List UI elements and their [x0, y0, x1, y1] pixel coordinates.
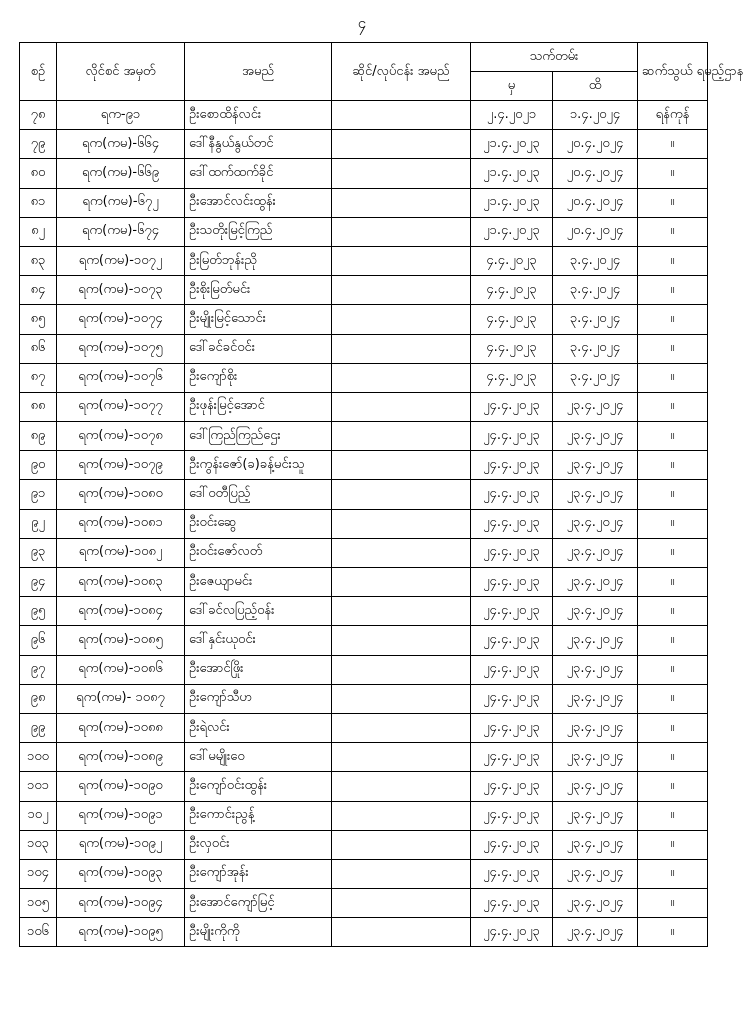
cell-number: ၈၉ — [20, 422, 57, 451]
cell-valid-to: ၂၃.၄.၂၀၂၄ — [553, 713, 638, 742]
cell-shop-name — [332, 334, 471, 363]
cell-license-no: ရက(ကမ)-၁၀၉၄ — [57, 889, 185, 918]
cell-valid-from: ၂၄.၄.၂၀၂၃ — [471, 626, 553, 655]
header-contact: ဆက်သွယ် ရမည့်ဌာန — [638, 43, 708, 101]
cell-shop-name — [332, 713, 471, 742]
cell-number: ၉၂ — [20, 509, 57, 538]
cell-name: ဦးအောင်ကျော်မြင့် — [185, 889, 332, 918]
cell-valid-to: ၂၃.၄.၂၀၂၄ — [553, 772, 638, 801]
cell-number: ၈၈ — [20, 392, 57, 421]
cell-valid-from: ၄.၄.၂၀၂၃ — [471, 246, 553, 275]
cell-name: ဒေါ်မမျိုးဝေ — [185, 743, 332, 772]
cell-contact-dept: ။ — [638, 626, 708, 655]
cell-shop-name — [332, 772, 471, 801]
cell-contact-dept: ။ — [638, 480, 708, 509]
cell-name: ဦးမြတ်ဘုန်းညို — [185, 246, 332, 275]
table-row — [20, 743, 708, 772]
cell-contact-dept: ရန်ကုန် — [638, 101, 708, 130]
cell-shop-name — [332, 246, 471, 275]
cell-license-no: ရက(ကမ)-၁၀၈၅ — [57, 626, 185, 655]
header-row-top — [20, 43, 708, 72]
cell-valid-from: ၂၄.၄.၂၀၂၃ — [471, 597, 553, 626]
cell-number: ၈၅ — [20, 305, 57, 334]
cell-number: ၉၆ — [20, 626, 57, 655]
cell-shop-name — [332, 130, 471, 159]
cell-license-no: ရက(ကမ)-၁၀၇၄ — [57, 305, 185, 334]
cell-valid-to: ၂၀.၄.၂၀၂၄ — [553, 217, 638, 246]
cell-name: ဦးမျိုးမြင့်သောင်း — [185, 305, 332, 334]
table-row — [20, 859, 708, 888]
cell-valid-to: ၂၀.၄.၂၀၂၄ — [553, 159, 638, 188]
cell-name: ဦးကျော်သီဟ — [185, 684, 332, 713]
cell-name: ဦးဇေယျာမင်း — [185, 568, 332, 597]
cell-contact-dept: ။ — [638, 713, 708, 742]
cell-shop-name — [332, 451, 471, 480]
cell-contact-dept: ။ — [638, 655, 708, 684]
cell-valid-from: ၂၄.၄.၂၀၂၃ — [471, 422, 553, 451]
table-row — [20, 188, 708, 217]
cell-name: ဒေါ်ခင်ခင်ဝင်း — [185, 334, 332, 363]
cell-name: ဦးကွန်းဇော်(ခ)ခန့်မင်းသူ — [185, 451, 332, 480]
cell-contact-dept: ။ — [638, 918, 708, 947]
cell-name: ဦးဝင်းဆွေ — [185, 509, 332, 538]
cell-shop-name — [332, 859, 471, 888]
cell-license-no: ရက(ကမ)-၁၀၇၉ — [57, 451, 185, 480]
cell-name: ဦးသတိုးမြင့်ကြည် — [185, 217, 332, 246]
cell-valid-to: ၃.၄.၂၀၂၄ — [553, 334, 638, 363]
cell-name: ဦးအောင်လင်းထွန်း — [185, 188, 332, 217]
cell-name: ဦးအောင်ဖြိုး — [185, 655, 332, 684]
cell-number: ၉၀ — [20, 451, 57, 480]
cell-license-no: ရက(ကမ)-၁၀၈၄ — [57, 597, 185, 626]
cell-shop-name — [332, 480, 471, 509]
cell-contact-dept: ။ — [638, 392, 708, 421]
table-row — [20, 276, 708, 305]
cell-license-no: ရက(ကမ)-၁၀၇၇ — [57, 392, 185, 421]
cell-name: ဦးလှဝင်း — [185, 830, 332, 859]
cell-valid-from: ၂၄.၄.၂၀၂၃ — [471, 859, 553, 888]
table-row — [20, 655, 708, 684]
cell-valid-from: ၂၁.၄.၂၀၂၃ — [471, 217, 553, 246]
cell-contact-dept: ။ — [638, 130, 708, 159]
table-row — [20, 509, 708, 538]
cell-valid-to: ၃.၄.၂၀၂၄ — [553, 305, 638, 334]
table-body — [20, 101, 708, 947]
table-row — [20, 538, 708, 567]
cell-valid-to: ၂၃.၄.၂၀၂၄ — [553, 509, 638, 538]
cell-number: ၈၃ — [20, 246, 57, 275]
cell-license-no: ရက(ကမ)-၁၀၇၅ — [57, 334, 185, 363]
table-row — [20, 713, 708, 742]
cell-shop-name — [332, 626, 471, 655]
cell-number: ၇၉ — [20, 130, 57, 159]
header-from: မှ — [471, 72, 553, 101]
cell-valid-from: ၂၄.၄.၂၀၂၃ — [471, 392, 553, 421]
cell-license-no: ရက(ကမ)-၁၀၈၃ — [57, 568, 185, 597]
header-no: စဉ် — [20, 43, 57, 101]
cell-license-no: ရက(ကမ)-၁၀၉၀ — [57, 772, 185, 801]
cell-license-no: ရက(ကမ)-၁၀၈၉ — [57, 743, 185, 772]
cell-valid-to: ၂၃.၄.၂၀၂၄ — [553, 392, 638, 421]
cell-valid-to: ၂၀.၄.၂၀၂၄ — [553, 188, 638, 217]
cell-license-no: ရက(ကမ)-၁၀၇၈ — [57, 422, 185, 451]
cell-valid-to: ၁.၄.၂၀၂၄ — [553, 101, 638, 130]
license-register-table — [19, 42, 743, 947]
table-row — [20, 159, 708, 188]
cell-name: ဦးစောထိန်လင်း — [185, 101, 332, 130]
cell-name: ဦးကောင်းညွန့် — [185, 801, 332, 830]
cell-number: ၈၂ — [20, 217, 57, 246]
cell-shop-name — [332, 392, 471, 421]
cell-number: ၉၉ — [20, 713, 57, 742]
cell-name: ဦးမျိုးကိုကို — [185, 918, 332, 947]
cell-name: ဒေါ်ဝတီပြည့် — [185, 480, 332, 509]
cell-valid-to: ၂၃.၄.၂၀၂၄ — [553, 568, 638, 597]
cell-valid-from: ၂၄.၄.၂၀၂၃ — [471, 568, 553, 597]
table-row — [20, 480, 708, 509]
table-row — [20, 597, 708, 626]
cell-shop-name — [332, 830, 471, 859]
cell-valid-from: ၄.၄.၂၀၂၃ — [471, 363, 553, 392]
cell-contact-dept: ။ — [638, 363, 708, 392]
cell-valid-to: ၂၃.၄.၂၀၂၄ — [553, 684, 638, 713]
cell-valid-from: ၂၄.၄.၂၀၂၃ — [471, 889, 553, 918]
cell-shop-name — [332, 597, 471, 626]
cell-number: ၉၅ — [20, 597, 57, 626]
cell-name: ဒေါ်နီနွယ်နွယ်တင် — [185, 130, 332, 159]
cell-contact-dept: ။ — [638, 772, 708, 801]
header-to: ထိ — [553, 72, 638, 101]
cell-valid-from: ၂၄.၄.၂၀၂၃ — [471, 655, 553, 684]
cell-shop-name — [332, 159, 471, 188]
cell-valid-to: ၂၃.၄.၂၀၂၄ — [553, 918, 638, 947]
cell-valid-from: ၂၄.၄.၂၀၂၃ — [471, 830, 553, 859]
cell-shop-name — [332, 801, 471, 830]
cell-valid-to: ၃.၄.၂၀၂၄ — [553, 246, 638, 275]
cell-number: ၁၀၅ — [20, 889, 57, 918]
table-row — [20, 801, 708, 830]
cell-number: ၉၁ — [20, 480, 57, 509]
cell-contact-dept: ။ — [638, 743, 708, 772]
cell-number: ၇၈ — [20, 101, 57, 130]
cell-shop-name — [332, 743, 471, 772]
cell-number: ၈၆ — [20, 334, 57, 363]
cell-license-no: ရက(ကမ)-၆၆၄ — [57, 130, 185, 159]
cell-contact-dept: ။ — [638, 597, 708, 626]
cell-valid-from: ၂၄.၄.၂၀၂၃ — [471, 713, 553, 742]
cell-shop-name — [332, 655, 471, 684]
cell-valid-from: ၂၁.၄.၂၀၂၃ — [471, 159, 553, 188]
cell-contact-dept: ။ — [638, 889, 708, 918]
cell-number: ၁၀၀ — [20, 743, 57, 772]
cell-license-no: ရက(ကမ)-၁၀၇၆ — [57, 363, 185, 392]
table-row — [20, 918, 708, 947]
cell-shop-name — [332, 276, 471, 305]
table-row — [20, 305, 708, 334]
cell-license-no: ရက(ကမ)-၁၀၉၅ — [57, 918, 185, 947]
cell-contact-dept: ။ — [638, 276, 708, 305]
cell-name: ဦးကျော်အုန်း — [185, 859, 332, 888]
cell-shop-name — [332, 568, 471, 597]
cell-valid-to: ၂၃.၄.၂၀၂၄ — [553, 889, 638, 918]
cell-license-no: ရက(ကမ)-၆၇၂ — [57, 188, 185, 217]
table-row — [20, 568, 708, 597]
cell-shop-name — [332, 305, 471, 334]
cell-license-no: ရက(ကမ)-၆၆၉ — [57, 159, 185, 188]
table-row — [20, 130, 708, 159]
cell-number: ၁၀၂ — [20, 801, 57, 830]
cell-valid-to: ၂၃.၄.၂၀၂၄ — [553, 626, 638, 655]
cell-contact-dept: ။ — [638, 159, 708, 188]
cell-license-no: ရက(ကမ)-၁၀၈၀ — [57, 480, 185, 509]
cell-name: ဦးကျော်စိုး — [185, 363, 332, 392]
header-name: အမည် — [185, 43, 332, 101]
table-row — [20, 626, 708, 655]
cell-valid-to: ၂၃.၄.၂၀၂၄ — [553, 480, 638, 509]
cell-shop-name — [332, 509, 471, 538]
cell-license-no: ရက(ကမ)-၁၀၈၂ — [57, 538, 185, 567]
cell-valid-to: ၂၀.၄.၂၀၂၄ — [553, 130, 638, 159]
cell-number: ၈၄ — [20, 276, 57, 305]
header-shop: ဆိုင်/လုပ်ငန်း အမည် — [332, 43, 471, 101]
cell-shop-name — [332, 188, 471, 217]
cell-contact-dept: ။ — [638, 246, 708, 275]
cell-name: ဒေါ်ခင်လပြည့်ဝန်း — [185, 597, 332, 626]
cell-shop-name — [332, 422, 471, 451]
cell-shop-name — [332, 918, 471, 947]
cell-contact-dept: ။ — [638, 217, 708, 246]
cell-valid-from: ၂၁.၄.၂၀၂၃ — [471, 188, 553, 217]
cell-name: ဦးကျော်ဝင်းထွန်း — [185, 772, 332, 801]
cell-contact-dept: ။ — [638, 451, 708, 480]
cell-number: ၉၇ — [20, 655, 57, 684]
cell-contact-dept: ။ — [638, 334, 708, 363]
cell-shop-name — [332, 363, 471, 392]
cell-valid-from: ၂၄.၄.၂၀၂၃ — [471, 918, 553, 947]
cell-valid-to: ၂၃.၄.၂၀၂၄ — [553, 801, 638, 830]
cell-valid-from: ၂၄.၄.၂၀၂၃ — [471, 538, 553, 567]
cell-shop-name — [332, 101, 471, 130]
table-row — [20, 392, 708, 421]
table-row — [20, 830, 708, 859]
cell-number: ၈၀ — [20, 159, 57, 188]
header-license: လိုင်စင် အမှတ် — [57, 43, 185, 101]
cell-license-no: ရက-၉၁ — [57, 101, 185, 130]
page-number: ၄ — [357, 14, 367, 32]
cell-valid-from: ၂.၄.၂၀၂၁ — [471, 101, 553, 130]
table-row — [20, 246, 708, 275]
cell-name: ဦးရဲလင်း — [185, 713, 332, 742]
cell-shop-name — [332, 684, 471, 713]
cell-contact-dept: ။ — [638, 830, 708, 859]
cell-number: ၉၄ — [20, 568, 57, 597]
cell-contact-dept: ။ — [638, 422, 708, 451]
cell-license-no: ရက(ကမ)-၁၀၉၃ — [57, 859, 185, 888]
cell-number: ၁၀၆ — [20, 918, 57, 947]
cell-contact-dept: ။ — [638, 305, 708, 334]
cell-name: ဦးစိုးမြတ်မင်း — [185, 276, 332, 305]
cell-valid-from: ၄.၄.၂၀၂၃ — [471, 276, 553, 305]
cell-valid-from: ၂၄.၄.၂၀၂၃ — [471, 743, 553, 772]
cell-valid-to: ၃.၄.၂၀၂၄ — [553, 363, 638, 392]
cell-name: ဒေါ်ထက်ထက်ခိုင် — [185, 159, 332, 188]
cell-valid-to: ၃.၄.၂၀၂၄ — [553, 276, 638, 305]
table-row — [20, 451, 708, 480]
cell-valid-from: ၂၁.၄.၂၀၂၃ — [471, 130, 553, 159]
cell-license-no: ရက(ကမ)-၁၀၇၂ — [57, 246, 185, 275]
cell-shop-name — [332, 538, 471, 567]
cell-license-no: ရက(ကမ)-၁၀၉၂ — [57, 830, 185, 859]
cell-valid-to: ၂၃.၄.၂၀၂၄ — [553, 655, 638, 684]
cell-name: ဒေါ်ကြည်ကြည်ဌေး — [185, 422, 332, 451]
cell-valid-to: ၂၃.၄.၂၀၂၄ — [553, 743, 638, 772]
cell-license-no: ရက(ကမ)-၁၀၈၁ — [57, 509, 185, 538]
cell-valid-from: ၂၄.၄.၂၀၂၃ — [471, 801, 553, 830]
table-row — [20, 363, 708, 392]
cell-valid-to: ၂၃.၄.၂၀၂၄ — [553, 597, 638, 626]
cell-valid-from: ၂၄.၄.၂၀၂၃ — [471, 772, 553, 801]
cell-license-no: ရက(ကမ)- ၁၀၈၇ — [57, 684, 185, 713]
cell-number: ၈၁ — [20, 188, 57, 217]
cell-shop-name — [332, 217, 471, 246]
cell-valid-to: ၂၃.၄.၂၀၂၄ — [553, 830, 638, 859]
cell-number: ၉၃ — [20, 538, 57, 567]
cell-valid-from: ၂၄.၄.၂၀၂၃ — [471, 684, 553, 713]
cell-valid-from: ၄.၄.၂၀၂၃ — [471, 305, 553, 334]
table-row — [20, 217, 708, 246]
cell-license-no: ရက(ကမ)-၁၀၇၃ — [57, 276, 185, 305]
cell-valid-from: ၄.၄.၂၀၂၃ — [471, 334, 553, 363]
cell-valid-from: ၂၄.၄.၂၀၂၃ — [471, 509, 553, 538]
cell-shop-name — [332, 889, 471, 918]
cell-number: ၁၀၃ — [20, 830, 57, 859]
cell-contact-dept: ။ — [638, 801, 708, 830]
cell-contact-dept: ။ — [638, 684, 708, 713]
cell-number: ၈၇ — [20, 363, 57, 392]
cell-license-no: ရက(ကမ)-၁၀၈၈ — [57, 713, 185, 742]
cell-valid-to: ၂၃.၄.၂၀၂၄ — [553, 422, 638, 451]
cell-license-no: ရက(ကမ)-၁၀၉၁ — [57, 801, 185, 830]
cell-contact-dept: ။ — [638, 509, 708, 538]
cell-valid-to: ၂၃.၄.၂၀၂၄ — [553, 538, 638, 567]
cell-name: ဒေါ်နှင်းယုဝင်း — [185, 626, 332, 655]
cell-name: ဦးဖုန်းမြင့်အောင် — [185, 392, 332, 421]
cell-license-no: ရက(ကမ)-၆၇၄ — [57, 217, 185, 246]
cell-number: ၁၀၁ — [20, 772, 57, 801]
cell-number: ၉၈ — [20, 684, 57, 713]
cell-valid-from: ၂၄.၄.၂၀၂၃ — [471, 480, 553, 509]
cell-contact-dept: ။ — [638, 859, 708, 888]
cell-contact-dept: ။ — [638, 538, 708, 567]
cell-name: ဦးဝင်းဇော်လတ် — [185, 538, 332, 567]
cell-valid-from: ၂၄.၄.၂၀၂၃ — [471, 451, 553, 480]
table-row — [20, 101, 708, 130]
cell-contact-dept: ။ — [638, 568, 708, 597]
table-row — [20, 422, 708, 451]
cell-number: ၁၀၄ — [20, 859, 57, 888]
cell-valid-to: ၂၃.၄.၂၀၂၄ — [553, 451, 638, 480]
table-row — [20, 684, 708, 713]
table-row — [20, 334, 708, 363]
cell-contact-dept: ။ — [638, 188, 708, 217]
header-validity: သက်တမ်း — [471, 43, 638, 72]
cell-valid-to: ၂၃.၄.၂၀၂၄ — [553, 859, 638, 888]
table-row — [20, 772, 708, 801]
table-row — [20, 889, 708, 918]
cell-license-no: ရက(ကမ)-၁၀၈၆ — [57, 655, 185, 684]
table-header — [20, 43, 743, 101]
